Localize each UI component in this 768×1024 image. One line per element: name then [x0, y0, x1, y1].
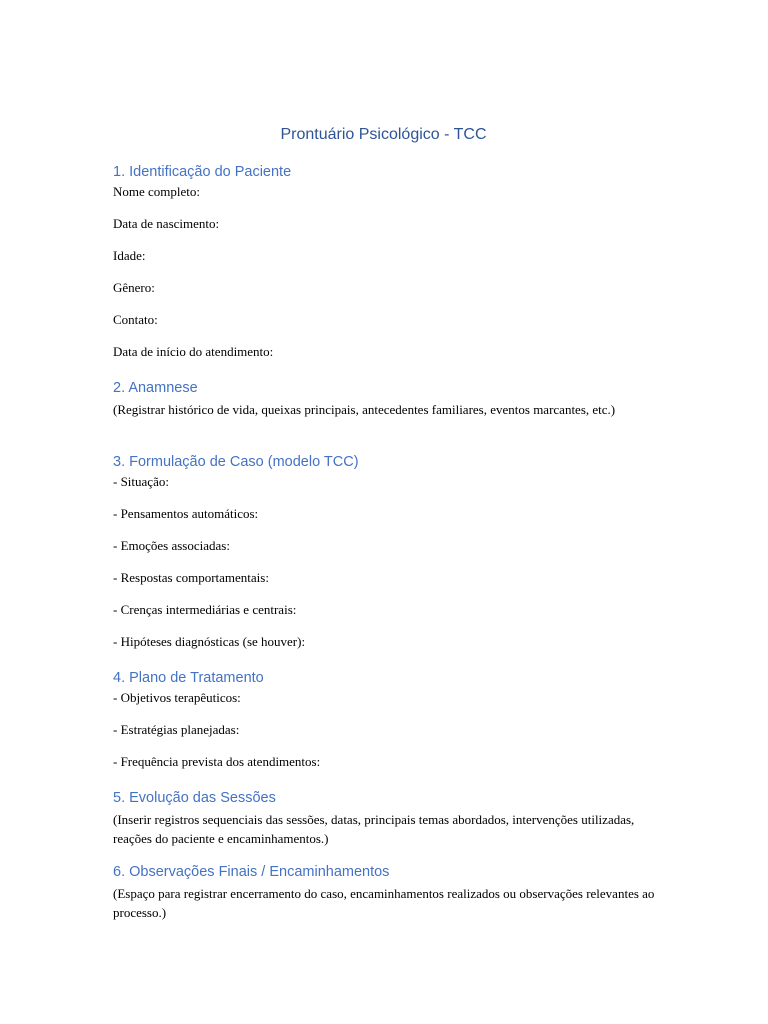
section-description: (Espaço para registrar encerramento do caso, encaminhamentos realizados ou observações relevantes ao processo.): [113, 886, 655, 920]
section-heading: 3. Formulação de Caso (modelo TCC): [113, 454, 359, 470]
item-situation: - Situação:: [113, 474, 169, 489]
item-planned-strategies: - Estratégias planejadas:: [113, 722, 240, 737]
field-contact: Contato:: [113, 312, 158, 327]
section-anamnesis: [113, 378, 658, 419]
section-heading: 6. Observações Finais / Encaminhamentos: [113, 864, 390, 880]
section-final-observations: [113, 862, 658, 922]
item-behavioral-responses: - Respostas comportamentais:: [113, 570, 269, 585]
item-emotions: - Emoções associadas:: [113, 538, 230, 553]
item-diagnostic-hypotheses: - Hipóteses diagnósticas (se houver):: [113, 634, 306, 649]
field-gender: Gênero:: [113, 280, 155, 295]
item-automatic-thoughts: - Pensamentos automáticos:: [113, 506, 259, 521]
item-session-frequency: - Frequência prevista dos atendimentos:: [113, 754, 321, 769]
field-birth-date: Data de nascimento:: [113, 216, 220, 231]
field-age: Idade:: [113, 248, 146, 263]
item-therapeutic-goals: - Objetivos terapêuticos:: [113, 690, 241, 705]
section-case-formulation: [113, 452, 658, 666]
section-treatment-plan: [113, 668, 658, 786]
section-heading: 4. Plano de Tratamento: [113, 670, 264, 686]
section-heading: 1. Identificação do Paciente: [113, 164, 292, 180]
section-description: (Inserir registros sequenciais das sessões, datas, principais temas abordados, intervenções utilizadas, reações do paciente e encaminhamentos.): [113, 812, 635, 846]
field-full-name: Nome completo:: [113, 184, 201, 199]
section-patient-identification: [113, 162, 658, 376]
section-description: (Registrar histórico de vida, queixas principais, antecedentes familiares, eventos marcantes, etc.): [113, 402, 616, 417]
field-start-date: Data de início do atendimento:: [113, 344, 274, 359]
section-session-evolution: [113, 788, 658, 848]
item-beliefs: - Crenças intermediárias e centrais:: [113, 602, 297, 617]
section-heading: 2. Anamnese: [113, 380, 198, 396]
document-title: Prontuário Psicológico - TCC: [280, 126, 487, 143]
section-heading: 5. Evolução das Sessões: [113, 790, 276, 806]
